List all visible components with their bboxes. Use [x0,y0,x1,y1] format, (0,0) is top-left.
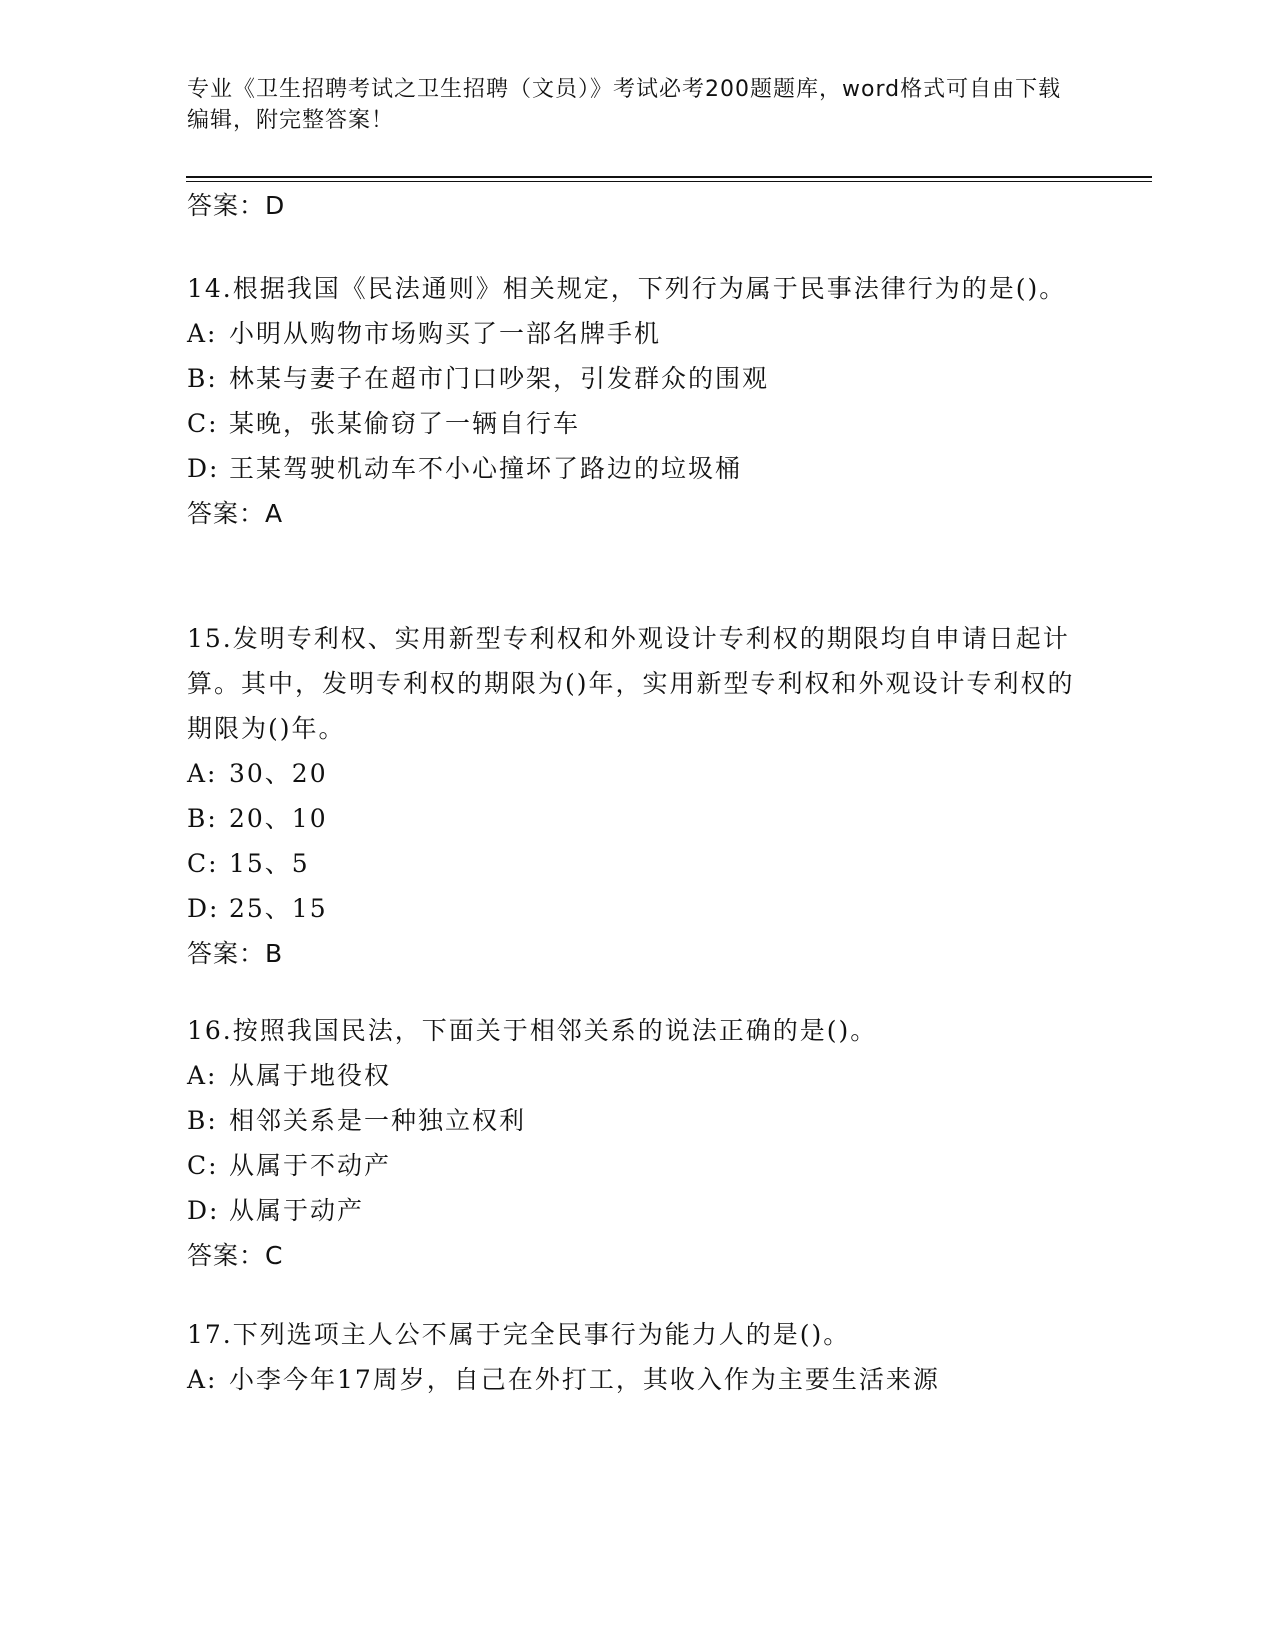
option-letter: B: [187,804,218,833]
option-c [187,841,1077,886]
option-a [187,311,1077,356]
header-divider-bottom [186,181,1152,182]
option-text: 王某驾驶机动车不小心撞坏了路边的垃圾桶 [229,454,743,483]
option-text: 从属于动产 [229,1196,365,1225]
option-text: 从属于不动产 [229,1151,392,1180]
option-b [187,796,1077,841]
question-stem: 17.下列选项主人公不属于完全民事行为能力人的是()。 [187,1320,851,1349]
question-stem: 14.根据我国《民法通则》相关规定，下列行为属于民事法律行为的是()。 [187,274,1067,303]
answer-line: 答案：C [187,1241,284,1270]
option-letter: A: [187,1365,218,1394]
option-letter: C: [187,1151,219,1180]
question-17 [187,1312,1077,1402]
option-text: 某晚，张某偷窃了一辆自行车 [229,409,581,438]
option-text: 从属于地役权 [229,1061,392,1090]
option-a [187,1357,1077,1402]
question-stem: 15.发明专利权、实用新型专利权和外观设计专利权的期限均自申请日起计算。其中，发明专利权的期限为()年，实用新型专利权和外观设计专利权的期限为()年。 [187,624,1075,743]
option-letter: A: [187,319,218,348]
option-letter: D: [187,894,220,923]
option-text: 25、15 [229,894,328,923]
option-d [187,886,1077,931]
option-text: 相邻关系是一种独立权利 [229,1106,527,1135]
question-stem: 16.按照我国民法，下面关于相邻关系的说法正确的是()。 [187,1016,878,1045]
option-letter: D: [187,1196,220,1225]
option-c [187,1143,1077,1188]
option-d [187,1188,1077,1233]
option-letter: D: [187,454,220,483]
option-text: 小明从购物市场购买了一部名牌手机 [229,319,662,348]
option-letter: C: [187,409,219,438]
question-14 [187,266,1077,536]
question-16 [187,1008,1077,1278]
option-text: 15、5 [229,849,310,878]
previous-answer: 答案：D [187,191,286,220]
option-text: 30、20 [229,759,328,788]
option-b [187,356,1077,401]
answer-line: 答案：B [187,939,284,968]
document-header: 专业《卫生招聘考试之卫生招聘（文员）》考试必考200题题库，word格式可自由下载编辑，附完整答案！ [187,77,1062,133]
option-a [187,751,1077,796]
question-15 [187,616,1077,976]
header-divider-top [186,176,1152,178]
option-b [187,1098,1077,1143]
option-letter: A: [187,759,218,788]
answer-line: 答案：A [187,499,284,528]
option-c [187,401,1077,446]
option-text: 小李今年17周岁，自己在外打工，其收入作为主要生活来源 [229,1365,940,1394]
option-letter: A: [187,1061,218,1090]
option-letter: B: [187,1106,218,1135]
option-text: 20、10 [229,804,328,833]
option-d [187,446,1077,491]
option-a [187,1053,1077,1098]
option-letter: B: [187,364,218,393]
option-text: 林某与妻子在超市门口吵架，引发群众的围观 [229,364,770,393]
option-letter: C: [187,849,219,878]
